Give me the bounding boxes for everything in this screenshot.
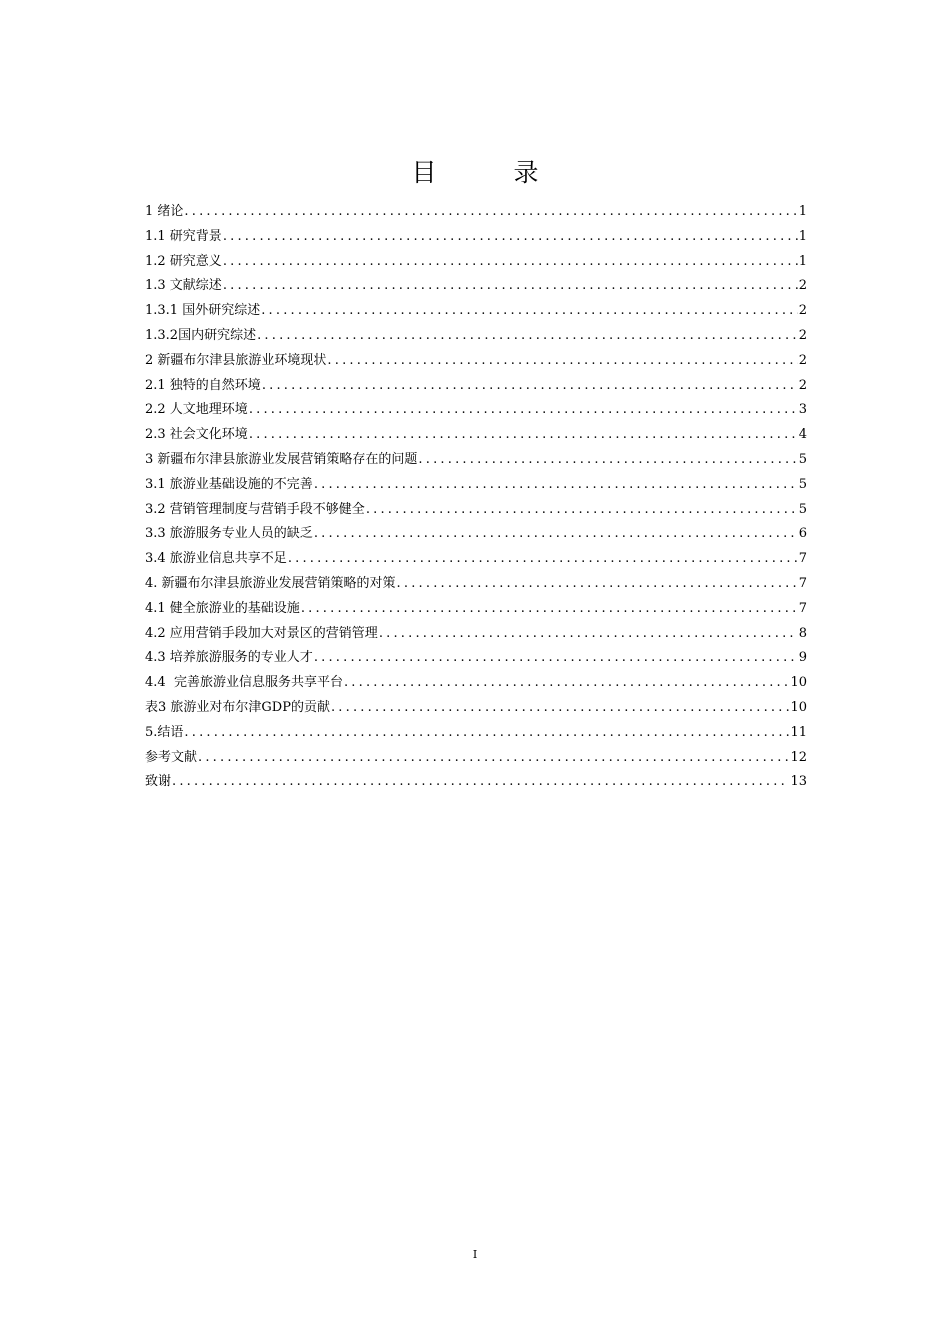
toc-entry-title: 3.3 旅游服务专业人员的缺乏 (145, 526, 313, 542)
toc-dot-leader (344, 671, 790, 696)
toc-entry-title: 4.1 健全旅游业的基础设施 (145, 600, 300, 616)
toc-entry[interactable] (145, 374, 807, 399)
toc-entry[interactable] (145, 200, 807, 225)
toc-entry-title: 1.3.2国内研究综述 (145, 327, 257, 343)
toc-dot-leader (249, 398, 798, 423)
toc-entry[interactable] (145, 696, 807, 721)
toc-entry-page: 7 (798, 600, 807, 616)
toc-dot-leader (223, 225, 798, 250)
toc-dot-leader (301, 597, 798, 622)
toc-entry[interactable] (145, 250, 807, 275)
toc-dot-leader (223, 274, 798, 299)
toc-dot-leader (261, 299, 798, 324)
toc-entry[interactable] (145, 646, 807, 671)
toc-entry-page: 13 (790, 774, 807, 790)
toc-entry[interactable] (145, 770, 807, 795)
toc-dot-leader (397, 572, 798, 597)
toc-entry-page: 9 (798, 650, 807, 666)
toc-entry-page: 5 (798, 501, 807, 517)
toc-entry[interactable] (145, 721, 807, 746)
toc-entry-title: 致谢 (145, 774, 172, 790)
toc-dot-leader (331, 696, 789, 721)
toc-entry-page: 1 (798, 204, 807, 219)
table-of-contents (145, 200, 807, 795)
toc-entry-page: 1 (798, 228, 807, 244)
toc-entry-page: 7 (798, 575, 807, 591)
toc-entry[interactable] (145, 274, 807, 299)
toc-entry-title: 1.2 研究意义 (145, 253, 222, 269)
toc-dot-leader (327, 349, 797, 374)
toc-dot-leader (314, 646, 798, 671)
toc-entry-page: 2 (798, 303, 807, 319)
toc-entry[interactable] (145, 522, 807, 547)
toc-entry-title: 2.1 独特的自然环境 (145, 377, 261, 393)
toc-entry[interactable] (145, 324, 807, 349)
toc-dot-leader (184, 200, 797, 225)
toc-entry-page: 4 (798, 427, 807, 443)
toc-dot-leader (262, 374, 798, 399)
toc-entry-page: 10 (790, 675, 807, 691)
toc-entry-title: 3 新疆布尔津县旅游业发展营销策略存在的问题 (145, 451, 418, 467)
toc-entry-page: 11 (790, 724, 807, 740)
toc-entry-title: 2.2 人文地理环境 (145, 402, 248, 418)
page-title: 目 录 (411, 158, 565, 187)
toc-entry-title: 表3 旅游业对布尔津GDP的贡献 (145, 699, 330, 715)
toc-dot-leader (366, 498, 798, 523)
toc-entry-page: 12 (790, 749, 807, 765)
toc-entry-title: 4.4 完善旅游业信息服务共享平台 (145, 675, 343, 691)
toc-dot-leader (288, 547, 798, 572)
toc-entry-page: 6 (798, 526, 807, 542)
toc-entry-title: 1.3.1 国外研究综述 (145, 303, 261, 319)
toc-entry-title: 4. 新疆布尔津县旅游业发展营销策略的对策 (145, 575, 396, 591)
toc-entry-title: 2.3 社会文化环境 (145, 427, 248, 443)
toc-entry[interactable] (145, 349, 807, 374)
toc-entry-title: 1 绪论 (145, 204, 184, 219)
toc-entry-page: 8 (798, 625, 807, 641)
toc-entry-title: 1.1 研究背景 (145, 228, 222, 244)
toc-dot-leader (418, 448, 797, 473)
toc-entry-title: 5.结语 (145, 724, 184, 740)
toc-entry-title: 3.2 营销管理制度与营销手段不够健全 (145, 501, 365, 517)
toc-entry[interactable] (145, 572, 807, 597)
toc-entry[interactable] (145, 547, 807, 572)
toc-dot-leader (198, 746, 789, 771)
toc-entry-title: 4.3 培养旅游服务的专业人才 (145, 650, 313, 666)
toc-dot-leader (314, 473, 798, 498)
toc-entry[interactable] (145, 622, 807, 647)
toc-entry-page: 3 (798, 402, 807, 418)
toc-entry[interactable] (145, 498, 807, 523)
toc-entry-title: 2 新疆布尔津县旅游业环境现状 (145, 352, 327, 368)
toc-entry-page: 2 (798, 278, 807, 294)
toc-entry-page: 5 (798, 476, 807, 492)
toc-entry-title: 1.3 文献综述 (145, 278, 222, 294)
toc-entry[interactable] (145, 746, 807, 771)
toc-entry[interactable] (145, 448, 807, 473)
toc-entry-title: 3.1 旅游业基础设施的不完善 (145, 476, 313, 492)
toc-entry-page: 1 (798, 253, 807, 269)
toc-entry-title: 3.4 旅游业信息共享不足 (145, 551, 287, 567)
toc-entry-page: 2 (798, 377, 807, 393)
toc-entry-title: 参考文献 (145, 749, 198, 765)
toc-dot-leader (379, 622, 798, 647)
toc-dot-leader (249, 423, 798, 448)
toc-dot-leader (314, 522, 798, 547)
toc-entry-page: 2 (798, 327, 807, 343)
toc-entry-page: 10 (790, 699, 807, 715)
toc-dot-leader (172, 770, 789, 795)
toc-entry[interactable] (145, 473, 807, 498)
toc-entry[interactable] (145, 299, 807, 324)
toc-entry[interactable] (145, 423, 807, 448)
toc-entry[interactable] (145, 671, 807, 696)
toc-entry[interactable] (145, 597, 807, 622)
toc-entry-title: 4.2 应用营销手段加大对景区的营销管理 (145, 625, 378, 641)
toc-entry-page: 7 (798, 551, 807, 567)
toc-entry[interactable] (145, 398, 807, 423)
toc-entry[interactable] (145, 225, 807, 250)
toc-entry-page: 2 (798, 352, 807, 368)
toc-dot-leader (184, 721, 789, 746)
toc-dot-leader (223, 250, 798, 275)
toc-entry-page: 5 (798, 451, 807, 467)
toc-dot-leader (257, 324, 798, 349)
page-number: I (472, 1248, 478, 1261)
